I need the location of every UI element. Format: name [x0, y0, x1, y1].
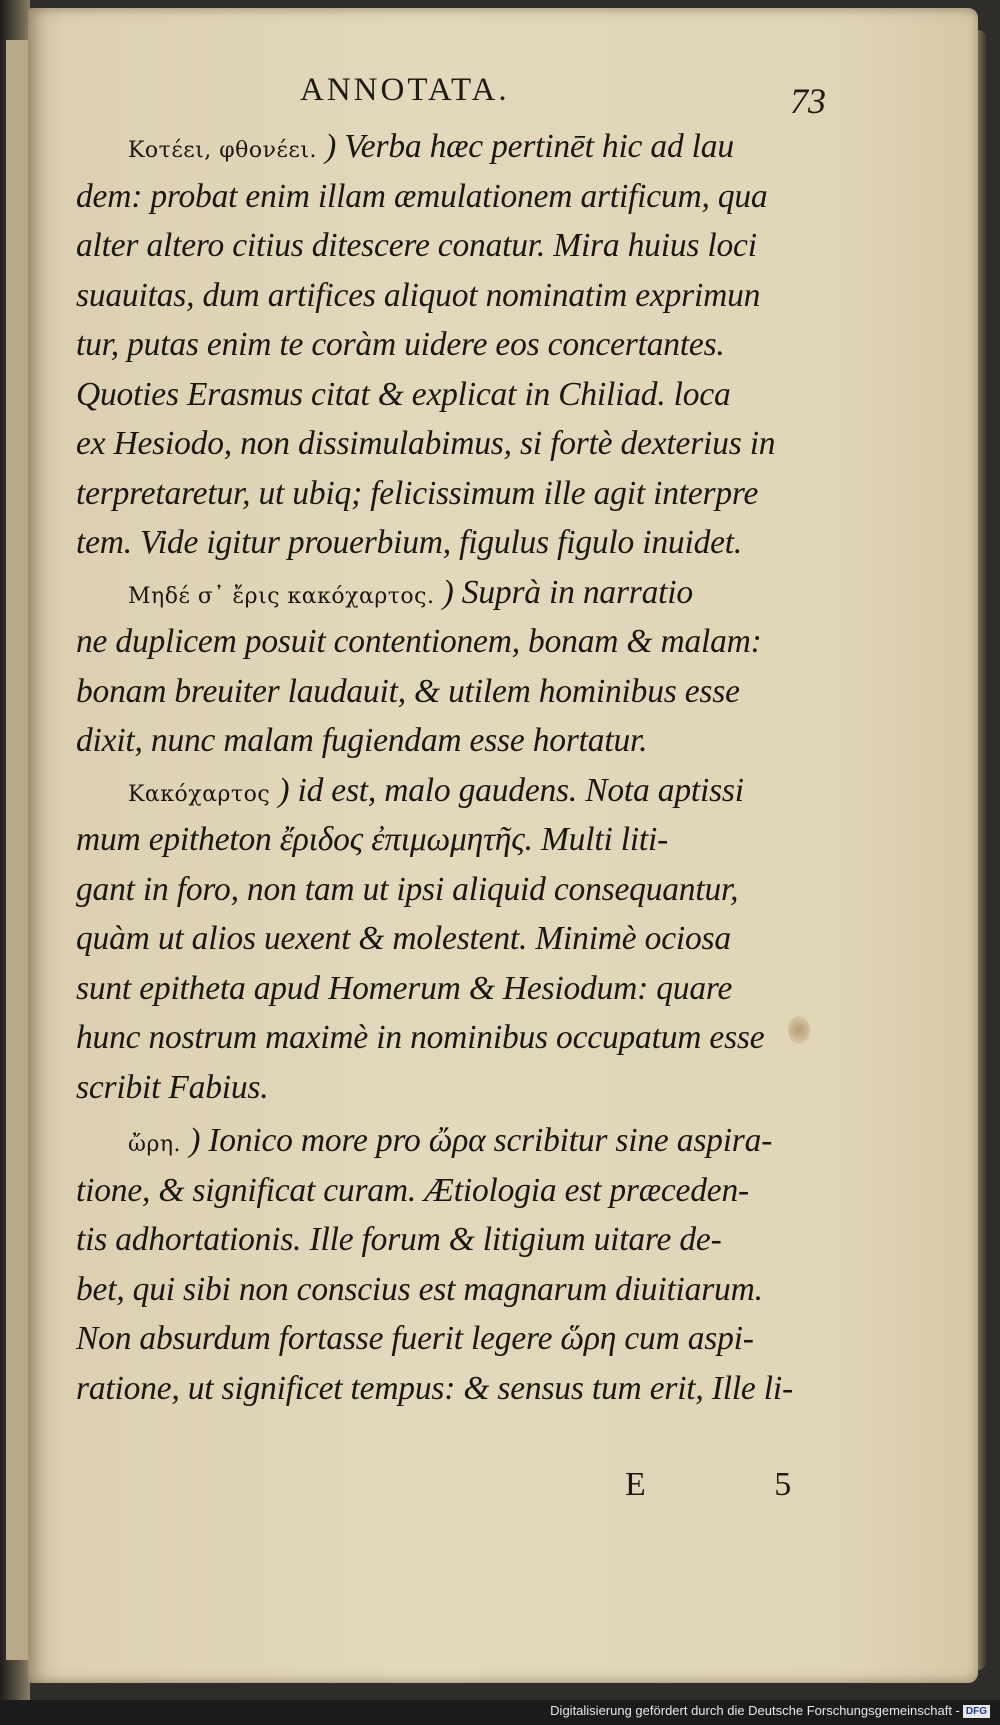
text-line: sunt epitheta apud Homerum & Hesiodum: quare	[76, 969, 733, 1007]
text-line	[76, 766, 861, 816]
greek-lemma: ὤρη.	[128, 1132, 182, 1157]
greek-lemma: Μηδέ σ᾽ ἔρις κακόχαρτος.	[128, 583, 435, 609]
text-line: scribit Fabius.	[76, 1068, 269, 1106]
text-line	[76, 122, 861, 172]
running-head: ANNOTATA.	[300, 72, 510, 108]
line-text: ) id est, malo gaudens. Nota aptissi	[270, 771, 744, 809]
line-text: ) Ionico more pro ὤρα scribitur sine aspira-	[181, 1122, 773, 1159]
text-line: quàm ut alios uexent & molestent. Minimè ociosa	[76, 920, 731, 957]
text-line: tis adhortationis. Ille forum & litigium uitare de-	[76, 1221, 722, 1258]
text-line: gant in foro, non tam ut ipsi aliquid consequantur,	[76, 870, 739, 908]
line-text: ) Verba hæc pertinēt hic ad lau	[316, 128, 734, 165]
credit-text: Digitalisierung gefördert durch die Deutsche Forschungsgemeinschaft -	[550, 1703, 960, 1718]
digitization-credit	[550, 1703, 990, 1718]
signature-mark: E 5	[625, 1466, 852, 1503]
greek-lemma: Κακόχαρτος	[128, 781, 271, 807]
text-line: suauitas, dum artifices aliquot nominatim exprimun	[76, 276, 761, 314]
previous-page-edge	[6, 40, 29, 1660]
text-line: ex Hesiodo, non dissimulabimus, si fortè dexterius in	[76, 425, 776, 462]
text-line: alter altero citius ditescere conatur. Mira huius loci	[76, 227, 757, 264]
text-line: Non absurdum fortasse fuerit legere ὥρη cum aspi-	[76, 1320, 754, 1357]
text-line: dem: probat enim illam æmulationem artificum, qua	[76, 177, 768, 215]
text-line: bonam breuiter laudauit, & utilem hominibus esse	[76, 672, 740, 710]
ink-stain	[788, 1016, 810, 1044]
text-line: mum epitheton ἔριδος ἐπιμωμητῆς. Multi liti-	[76, 821, 669, 858]
text-line: tione, & significat curam. Ætiologia est præceden-	[76, 1171, 749, 1209]
page-text-block	[76, 122, 861, 1413]
greek-lemma: Κοτέει, φθονέει.	[128, 138, 317, 163]
text-line: bet, qui sibi non conscius est magnarum diuitiarum.	[76, 1270, 763, 1308]
text-line: dixit, nunc malam fugiendam esse hortatur.	[76, 722, 648, 759]
dfg-logo: DFG	[963, 1705, 990, 1718]
text-line: hunc nostrum maximè in nominibus occupatum esse	[76, 1019, 765, 1056]
text-line: tur, putas enim te coràm uidere eos concertantes.	[76, 326, 725, 363]
text-line	[76, 568, 861, 618]
text-line	[76, 1116, 861, 1166]
text-line: terpretaretur, ut ubiq; felicissimum ille agit interpre	[76, 474, 759, 512]
text-line: ne duplicem posuit contentionem, bonam & malam:	[76, 623, 762, 660]
text-line: tem. Vide igitur prouerbium, figulus figulo inuidet.	[76, 524, 743, 561]
text-line: ratione, ut significet tempus: & sensus tum erit, Ille li-	[76, 1369, 793, 1407]
line-text: ) Suprà in narratio	[434, 573, 693, 611]
text-line: Quoties Erasmus citat & explicat in Chiliad. loca	[76, 375, 731, 413]
page-number: 73	[790, 81, 826, 121]
